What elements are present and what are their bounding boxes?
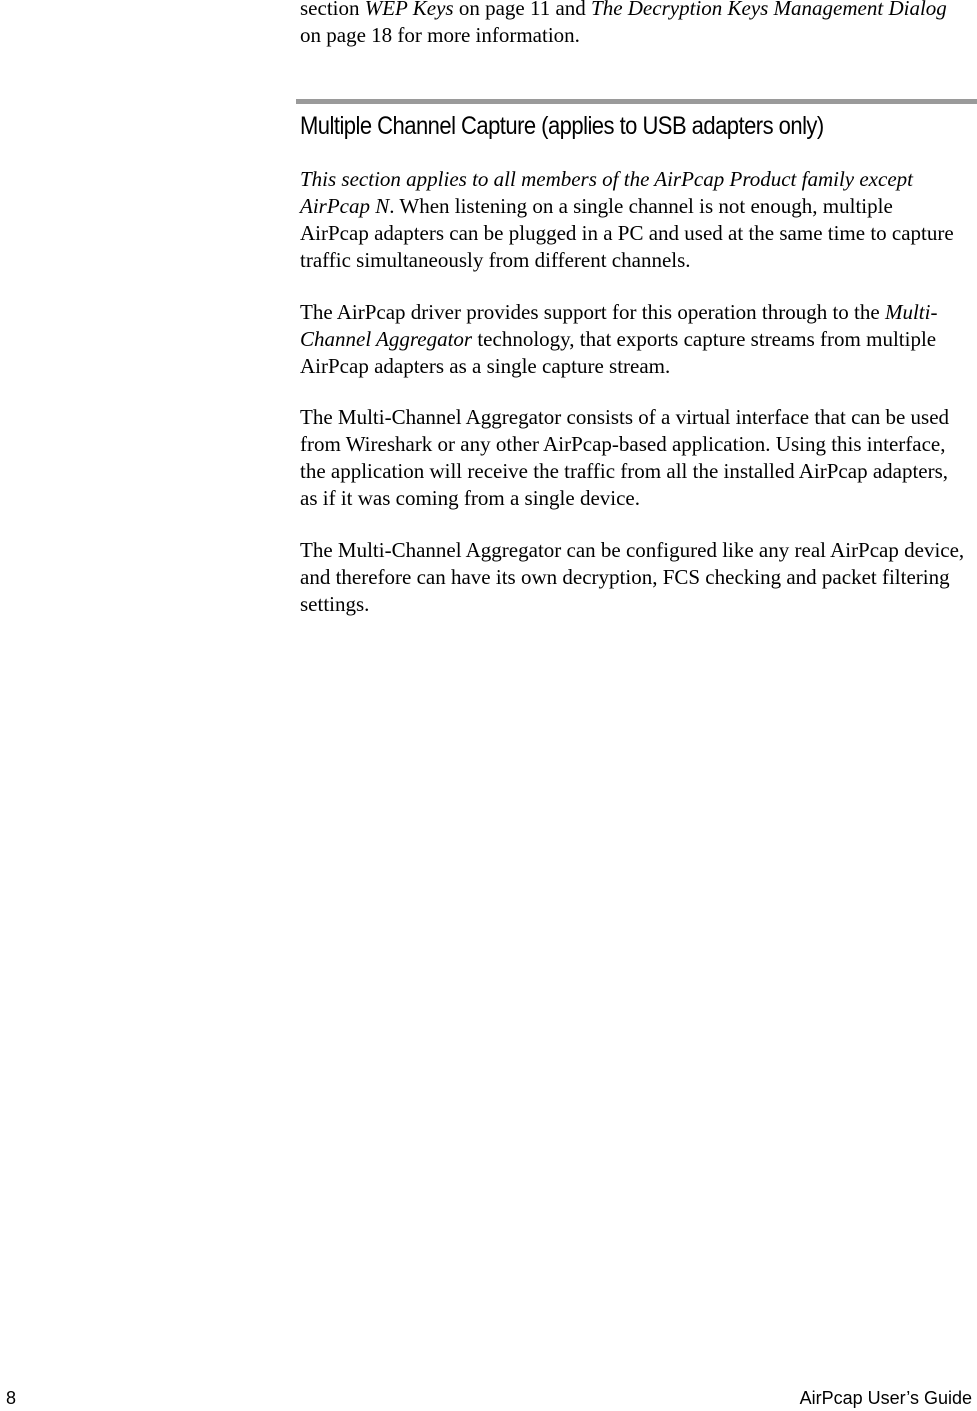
p1-text: . When listening on a single channel is not enough, multiple AirPcap adapters can be plugged in a PC and used at the same time to capture traffic simultaneously from different channels. [300,194,954,272]
continuation-paragraph [300,0,965,49]
cont-text-1: section [300,0,365,20]
footer-doc-title: AirPcap User’s Guide [799,1388,972,1408]
cont-ref-wep-keys: WEP Keys [364,0,454,20]
section-rule [296,99,977,104]
p2-text-1: The AirPcap driver provides support for this operation through to the [300,300,885,324]
paragraph-virtual-interface: The Multi-Channel Aggregator consists of a virtual interface that can be used from Wireshark or any other AirPcap-based application. Using this interface, the application will receive the traffic from all the installed AirPcap adapters, as if it was coming from a single device. [300,405,950,510]
footer-page-number: 8 [6,1388,17,1408]
p2-term-aggregator: Multi-Channel Aggregator [300,300,938,351]
cont-text-3: on page 18 for more information. [300,23,580,47]
applicability-note: This section applies to all members of the AirPcap Product family except AirPcap N [300,167,913,218]
cont-ref-decryption-dialog: The Decryption Keys Management Dialog [591,0,947,20]
paragraph-configuration: The Multi-Channel Aggregator can be configured like any real AirPcap device, and therefore can have its own decryption, FCS checking and packet filtering settings. [300,538,965,616]
p2-text-2: technology, that exports capture streams from multiple AirPcap adapters as a single capture stream. [300,327,937,378]
section-heading: Multiple Channel Capture (applies to USB adapters only) [300,112,824,140]
cont-text-2: on page 11 and [453,0,592,20]
paragraph-applicability [300,166,965,274]
paragraph-driver-support [300,299,965,380]
